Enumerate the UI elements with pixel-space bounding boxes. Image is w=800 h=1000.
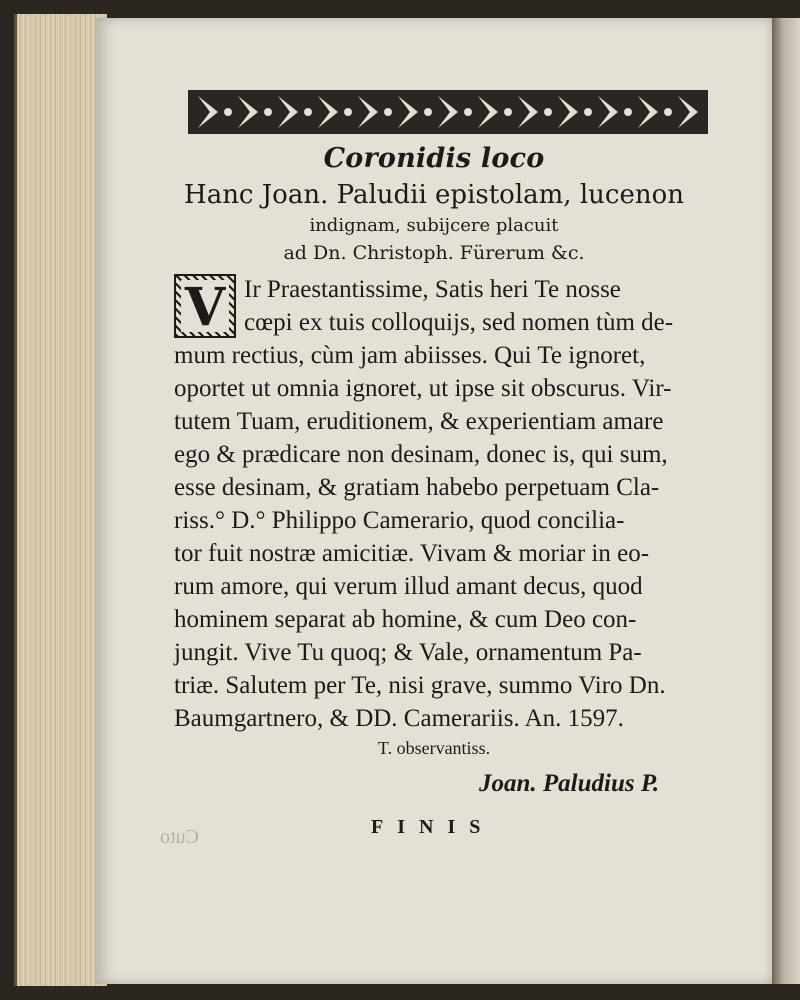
dedication-line-2: indignam, subijcere placuit — [309, 215, 559, 236]
dedication-line-3: ad Dn. Christoph. Fürerum &c. — [283, 242, 585, 264]
decorated-initial — [174, 274, 236, 338]
section-heading: Coronidis loco — [323, 143, 545, 174]
body-line-7: esse desinam, & gratiam habebo perpetuam Cla- — [174, 474, 660, 501]
body-line-4: oportet ut omnia ignoret, ut ipse sit obscurus. Vir- — [174, 375, 672, 402]
body-line-3: mum rectius, cùm jam abiisses. Qui Te ignoret, — [174, 342, 646, 369]
author-signature: Joan. Paludius P. — [479, 770, 660, 797]
body-line-10: rum amore, qui verum illud amant decus, quod — [174, 573, 643, 600]
book-page-edges — [14, 14, 107, 986]
body-line-13: triæ. Salutem per Te, nisi grave, summo Viro Dn. — [174, 672, 666, 699]
ornamental-headpiece — [188, 90, 708, 134]
body-line-12: jungit. Vive Tu quoq; & Vale, ornamentum Pa- — [174, 639, 642, 666]
book-page — [96, 18, 772, 984]
finis-mark: FINIS — [371, 816, 495, 838]
body-line-2: cœpi ex tuis colloquijs, sed nomen tùm de- — [244, 309, 674, 336]
body-line-6: ego & prædicare non desinam, donec is, qui sum, — [174, 441, 668, 468]
body-line-8: riss.° D.° Philippo Camerario, quod concilia- — [174, 507, 625, 534]
closing-formula: T. observantiss. — [377, 738, 491, 758]
bleed-through-text: Cuto — [160, 826, 199, 848]
initial-letter: V — [181, 280, 229, 332]
body-line-14: Baumgartnero, & DD. Camerariis. An. 1597. — [174, 705, 624, 732]
dedication-line-1: Hanc Joan. Paludii epistolam, lucenon — [184, 180, 684, 210]
body-line-5: tutem Tuam, eruditionem, & experientiam amare — [174, 408, 664, 435]
body-line-1: Ir Praestantissime, Satis heri Te nosse — [244, 276, 621, 303]
facing-page-edge — [772, 18, 800, 984]
body-line-11: hominem separat ab homine, & cum Deo con- — [174, 606, 637, 633]
body-line-9: tor fuit nostræ amicitiæ. Vivam & moriar in eo- — [174, 540, 650, 567]
